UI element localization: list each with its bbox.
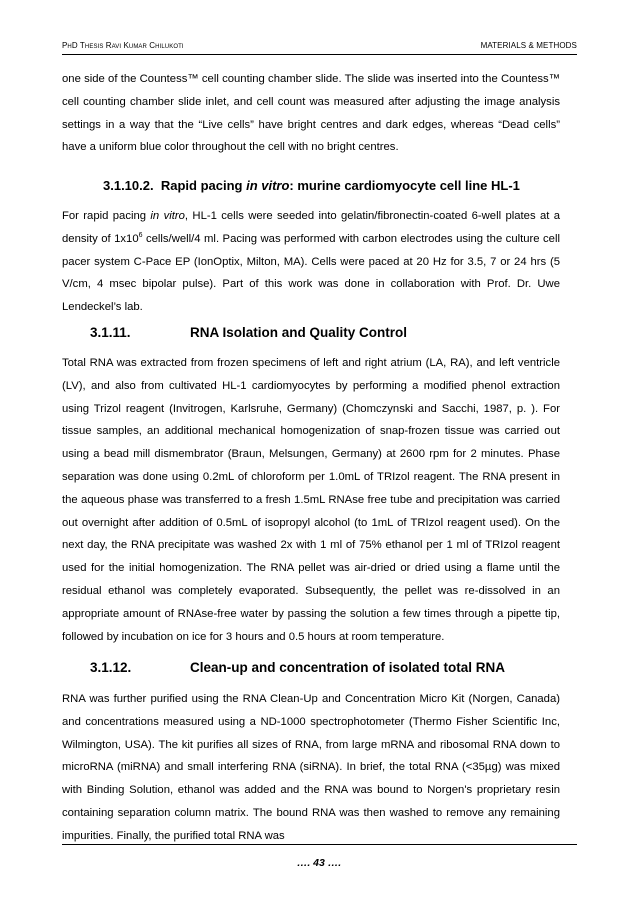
superscript: 6 [138,231,143,239]
heading-title: RNA Isolation and Quality Control [190,325,408,340]
paragraph-rapid-pacing [62,205,560,319]
section-heading-3-1-12 [90,660,505,675]
heading-number: 3.1.12. [90,660,132,675]
section-heading-3-1-11 [90,325,407,340]
header-thesis-title: PhD Thesis Ravi Kumar Chilukoti [62,41,184,50]
text-run: For rapid pacing [62,210,151,222]
page-number: …. 43 …. [296,857,342,869]
heading-title-em: in vitro [246,178,290,193]
text-em: in vitro [150,210,185,222]
section-heading-3-1-10-2 [103,178,520,193]
running-header [62,41,577,53]
header-rule [62,54,577,55]
paragraph-cleanup: RNA was further purified using the RNA Clean-Up and Concentration Micro Kit (Norgen, Canada) and concentrations measured using a ND-1000 spectrophotometer (Thermo Fisher Scientific Inc, Wilmington, USA). The kit purifies all sizes of RNA, from large mRNA and ribosomal RNA down to microRNA (miRNA) and small interfering RNA (siRNA). In brief, the total RNA (<35µg) was mixed with Binding Solution, ethanol was added and the RNA was bound to Norgen's proprietary resin containing separation column matrix. The bound RNA was then washed to remove any remaining impurities. Finally, the purified total RNA was [62,693,560,842]
heading-title: Clean-up and concentration of isolated total RNA [190,660,506,675]
footer-rule [62,844,577,845]
heading-number: 3.1.10.2. [103,178,154,193]
heading-title-pre: Rapid pacing [160,178,247,193]
text-run: , HL-1 cells were seeded into gelatin/fibronectin-coated 6-well plates at a density of 1x10 [62,210,560,245]
header-section: MATERIALS & METHODS [480,41,577,50]
heading-title-post: : murine cardiomyocyte cell line HL-1 [289,178,520,193]
paragraph-rna-isolation: Total RNA was extracted from frozen specimens of left and right atrium (LA, RA), and left ventricle (LV), and also from cultivated HL-1 cardiomyocytes by performing a modified phenol extraction using Trizol reagent (Invitrogen, Karlsruhe, Germany) (Chomczynski and Sacchi, 1987, p. ). For tissue samples, an additional mechanical homogenization of snap-frozen tissue was carried out using a bead mill dismembrator (Braun, Melsungen, Germany) at 2600 rpm for 2 minutes. Phase separation was done using 0.2mL of chloroform per 1.0mL of TRIzol reagent. The RNA present in the aqueous phase was transferred to a fresh 1.5mL RNAse free tube and precipitation was carried out overnight after addition of 0.5mL of isopropyl alcohol (to 1mL of TRIzol reagent used). On the next day, the RNA precipitate was washed 2x with 1 ml of 75% ethanol per 1 ml of TRIzol reagent used for the initial homogenization. The RNA pellet was air-dried or dried using a flame until the residual ethanol was completely evaporated. Subsequently, the pellet was re-dissolved in an appropriate amount of RNAse-free water by passing the solution a few times through a pipette tip, followed by incubation on ice for 3 hours and 0.5 hours at room temperature. [62,357,560,643]
text-run: cells/well/4 ml. Pacing was performed with carbon electrodes using the culture cell pacer system C-Pace EP (IonOptix, Milton, MA). Cells were paced at 20 Hz for 3.5, 7 or 24 hrs (5 V/cm, 4 msec bipolar pulse). Part of this work was done in collaboration with Prof. Dr. Uwe Lendeckel’s lab. [62,232,560,314]
heading-number: 3.1.11. [90,325,131,340]
intro-paragraph: one side of the Countess™ cell counting chamber slide. The slide was inserted into the Countess™ cell counting chamber slide inlet, and cell count was measured after adjusting the image analysis settings in a way that the “Live cells” have bright centres and dark edges, whereas “Dead cells” have a uniform blue color throughout the cell with no bright centres. [62,73,560,154]
